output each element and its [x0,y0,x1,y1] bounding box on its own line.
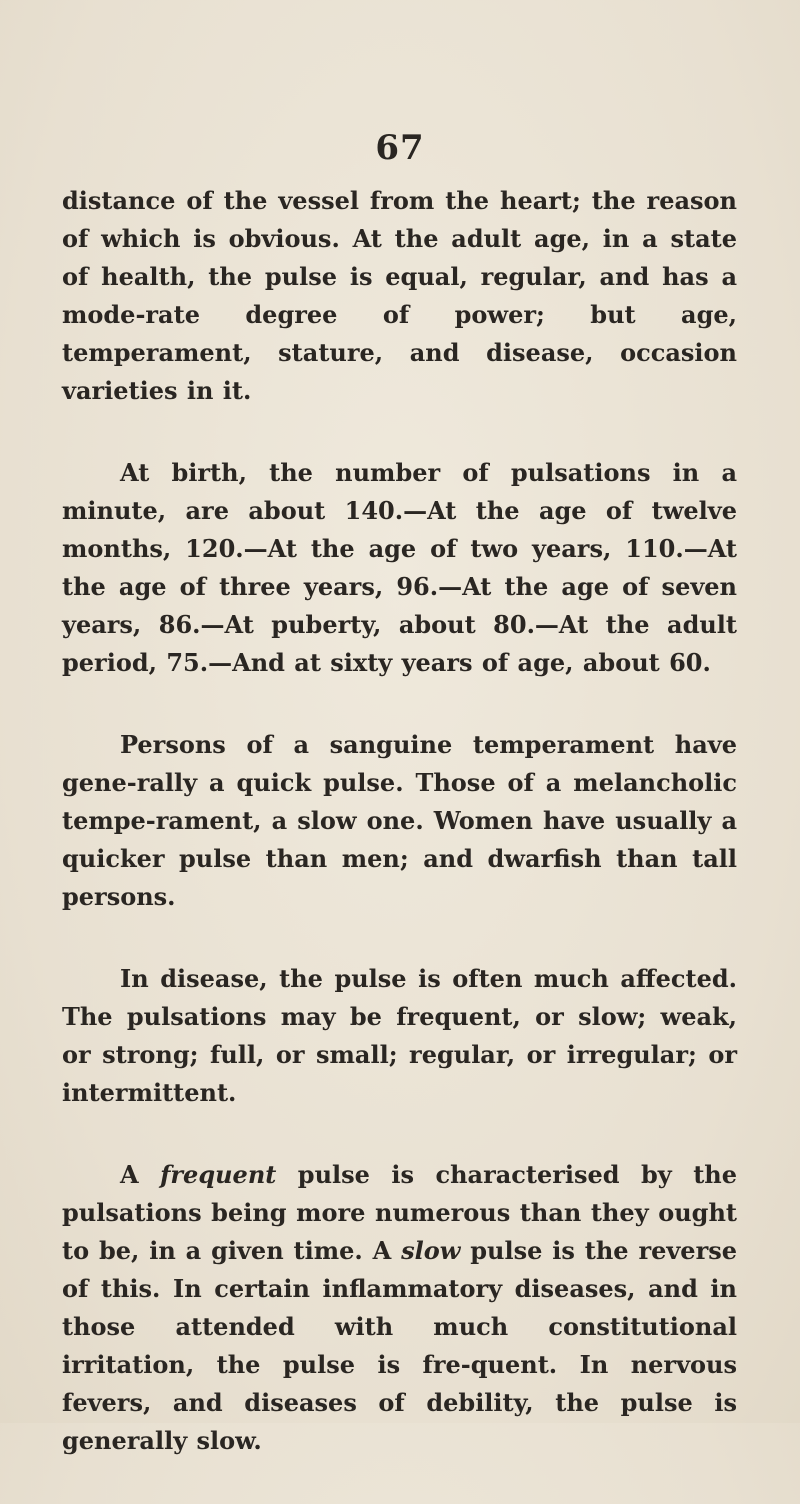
paragraph-4-text: In disease, the pulse is often much affected. The pulsations may be frequent, or slow; weak, or strong; full, or small; regular, or irregular; or intermittent. [62,964,737,1107]
paragraph-2-text: At birth, the number of pulsations in a minute, are about 140.—At the age of twelve months, 120.—At the age of two years, 110.—At the age of three years, 96.—At the age of seven years, 86.—At puberty, about 80.—At the adult period, 75.—And at sixty years of age, about 60. [62,458,737,677]
slow-term: slow [401,1236,461,1265]
page-number: 67 [375,128,425,168]
paragraph-5 [62,1156,737,1460]
page-body [62,182,737,1504]
paragraph-1-text: distance of the vessel from the heart; the reason of which is obvious. At the adult age, in a state of health, the pulse is equal, regular, and has a mode-rate degree of power; but age, temperament, stature, and disease, occasion varieties in it. [62,186,737,405]
paragraph-1 [62,182,737,410]
paragraph-5-text-c: pulse is the reverse of this. In certain inflammatory diseases, and in those attended with much constitutional irritation, the pulse is fre-quent. In nervous fevers, and diseases of debility, the pulse is generally slow. [62,1236,737,1455]
paragraph-4 [62,960,737,1112]
paragraph-3 [62,726,737,916]
paragraph-5-text-b: pulse is characterised by the pulsations being more numerous than they ought to be, in a given time. A [62,1160,737,1265]
paragraph-2 [62,454,737,682]
paragraph-5-text-a: A [120,1160,161,1189]
frequent-term: frequent [160,1160,277,1189]
paragraph-3-text: Persons of a sanguine temperament have gene-rally a quick pulse. Those of a melancholic tempe-rament, a slow one. Women have usually a quicker pulse than men; and dwarfish than tall persons. [62,730,737,911]
